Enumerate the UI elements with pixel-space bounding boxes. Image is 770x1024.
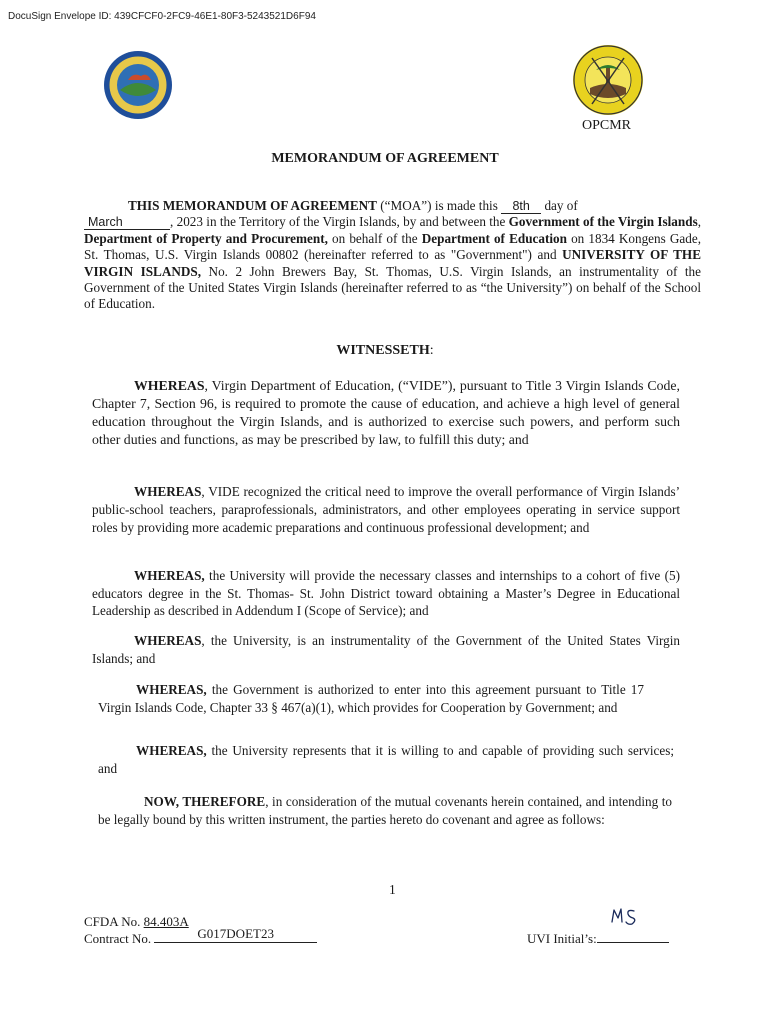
moa-lead: THIS MEMORANDUM OF AGREEMENT — [128, 198, 377, 213]
intro-text: on 1834 Kongens Gade, St. Thomas, U.S. Virgin Islands 00802 (hereinafter referred to as "Government") and — [84, 230, 702, 263]
now-therefore-text: , in consideration of the mutual covenants herein contained, and intending to be legally bound by this written instrument, the parties hereto do covenant and agree as follows: — [98, 794, 672, 827]
initials-signature — [610, 904, 640, 926]
whereas-text: the Government is authorized to enter into this agreement pursuant to Title 17 Virgin Islands Code, Chapter 33 § 467(a)(1), which provides for Cooperation by Government; and — [98, 682, 644, 715]
whereas-text: the University represents that it is willing to and capable of providing such services; and — [98, 743, 674, 776]
whereas-lead: WHEREAS, — [136, 682, 207, 697]
department-name: Department of Property and Procurement, — [84, 230, 328, 246]
contract-field — [154, 926, 317, 943]
uvi-initials-line — [527, 931, 669, 947]
whereas-clause-6 — [98, 742, 674, 777]
page-number: 1 — [389, 882, 396, 897]
document-title: MEMORANDUM OF AGREEMENT — [271, 151, 499, 166]
whereas-clause-2 — [92, 483, 680, 537]
intro-text: , 2023 in the Territory of the Virgin Islands, by and between the — [170, 214, 509, 230]
whereas-lead: WHEREAS, — [136, 743, 207, 758]
month-field: March — [84, 216, 170, 230]
intro-text: , — [697, 214, 701, 230]
whereas-lead: WHEREAS — [134, 633, 202, 648]
whereas-text: , Virgin Department of Education, (“VIDE”), pursuant to Title 3 Virgin Islands Code, Chapter 7, Section 96, is required to promote the cause of education, and achieve a high level of general education throughout the Virgin Islands, and is authorized to exercise such powers, and perform such other duties and functions, as may be prescribed by law, to fulfill this duty; and — [92, 378, 680, 447]
witnesseth-colon: : — [429, 343, 434, 358]
witnesseth-word: WITNESSETH — [336, 343, 430, 358]
whereas-text: , the University, is an instrumentality of the Government of the United States Virgin Islands; and — [92, 633, 680, 666]
intro-text: (“MOA”) is made this — [376, 198, 502, 213]
whereas-text: , VIDE recognized the critical need to improve the overall performance of Virgin Islands’ public-school teachers, paraprofessionals, administrators, and other employees operating in service support roles by providing more academic preparations and continuous professional development; and — [92, 484, 680, 535]
whereas-clause-1 — [92, 377, 680, 449]
intro-paragraph — [84, 198, 701, 313]
cfda-value: 84.403A — [143, 914, 189, 929]
whereas-lead: WHEREAS — [134, 378, 205, 393]
whereas-clause-3 — [92, 567, 680, 620]
university-name: UNIVERSITY OF THE VIRGIN ISLANDS, — [84, 247, 701, 279]
contract-label: Contract No. — [84, 931, 155, 946]
whereas-text: the University will provide the necessary classes and internships to a cohort of five (5) educators degree in the St. Thomas- St. John District toward obtaining a Master’s Degree in Educational Leadership as described in Addendum I (Scope of Service); and — [92, 568, 680, 618]
intro-text: day of — [541, 198, 578, 213]
government-name: Government of the Virgin Islands — [508, 214, 698, 230]
government-seal-icon — [103, 50, 173, 120]
day-field: 8th — [501, 200, 541, 214]
office-label: OPCMR — [582, 118, 632, 133]
contract-value: G017DOET23 — [197, 926, 274, 941]
whereas-lead: WHEREAS — [134, 484, 202, 499]
whereas-lead: WHEREAS, — [134, 568, 205, 583]
cfda-line — [84, 914, 189, 930]
intro-text: on behalf of the — [327, 230, 422, 246]
uvi-initials-field — [597, 931, 669, 943]
now-therefore-clause — [98, 793, 672, 828]
contract-line — [84, 926, 317, 947]
department-seal-icon — [572, 44, 644, 116]
now-therefore-lead: NOW, THEREFORE — [144, 794, 266, 809]
intro-text: No. 2 John Brewers Bay, St. Thomas, U.S. Virgin Islands, an instrumentality of the Government of the United States Virgin Islands (hereinafter referred to as “the University”) on behalf of the School of Education. — [84, 263, 702, 312]
whereas-clause-4 — [92, 632, 680, 667]
whereas-clause-5 — [98, 681, 644, 716]
doe-name: Department of Education — [421, 230, 567, 246]
docusign-envelope-id: DocuSign Envelope ID: 439CFCF0-2FC9-46E1-80F3-5243521D6F94 — [8, 11, 316, 22]
witnesseth-heading — [0, 343, 770, 359]
cfda-label: CFDA No. — [84, 914, 144, 929]
uvi-initials-label: UVI Initial’s: — [527, 931, 597, 946]
